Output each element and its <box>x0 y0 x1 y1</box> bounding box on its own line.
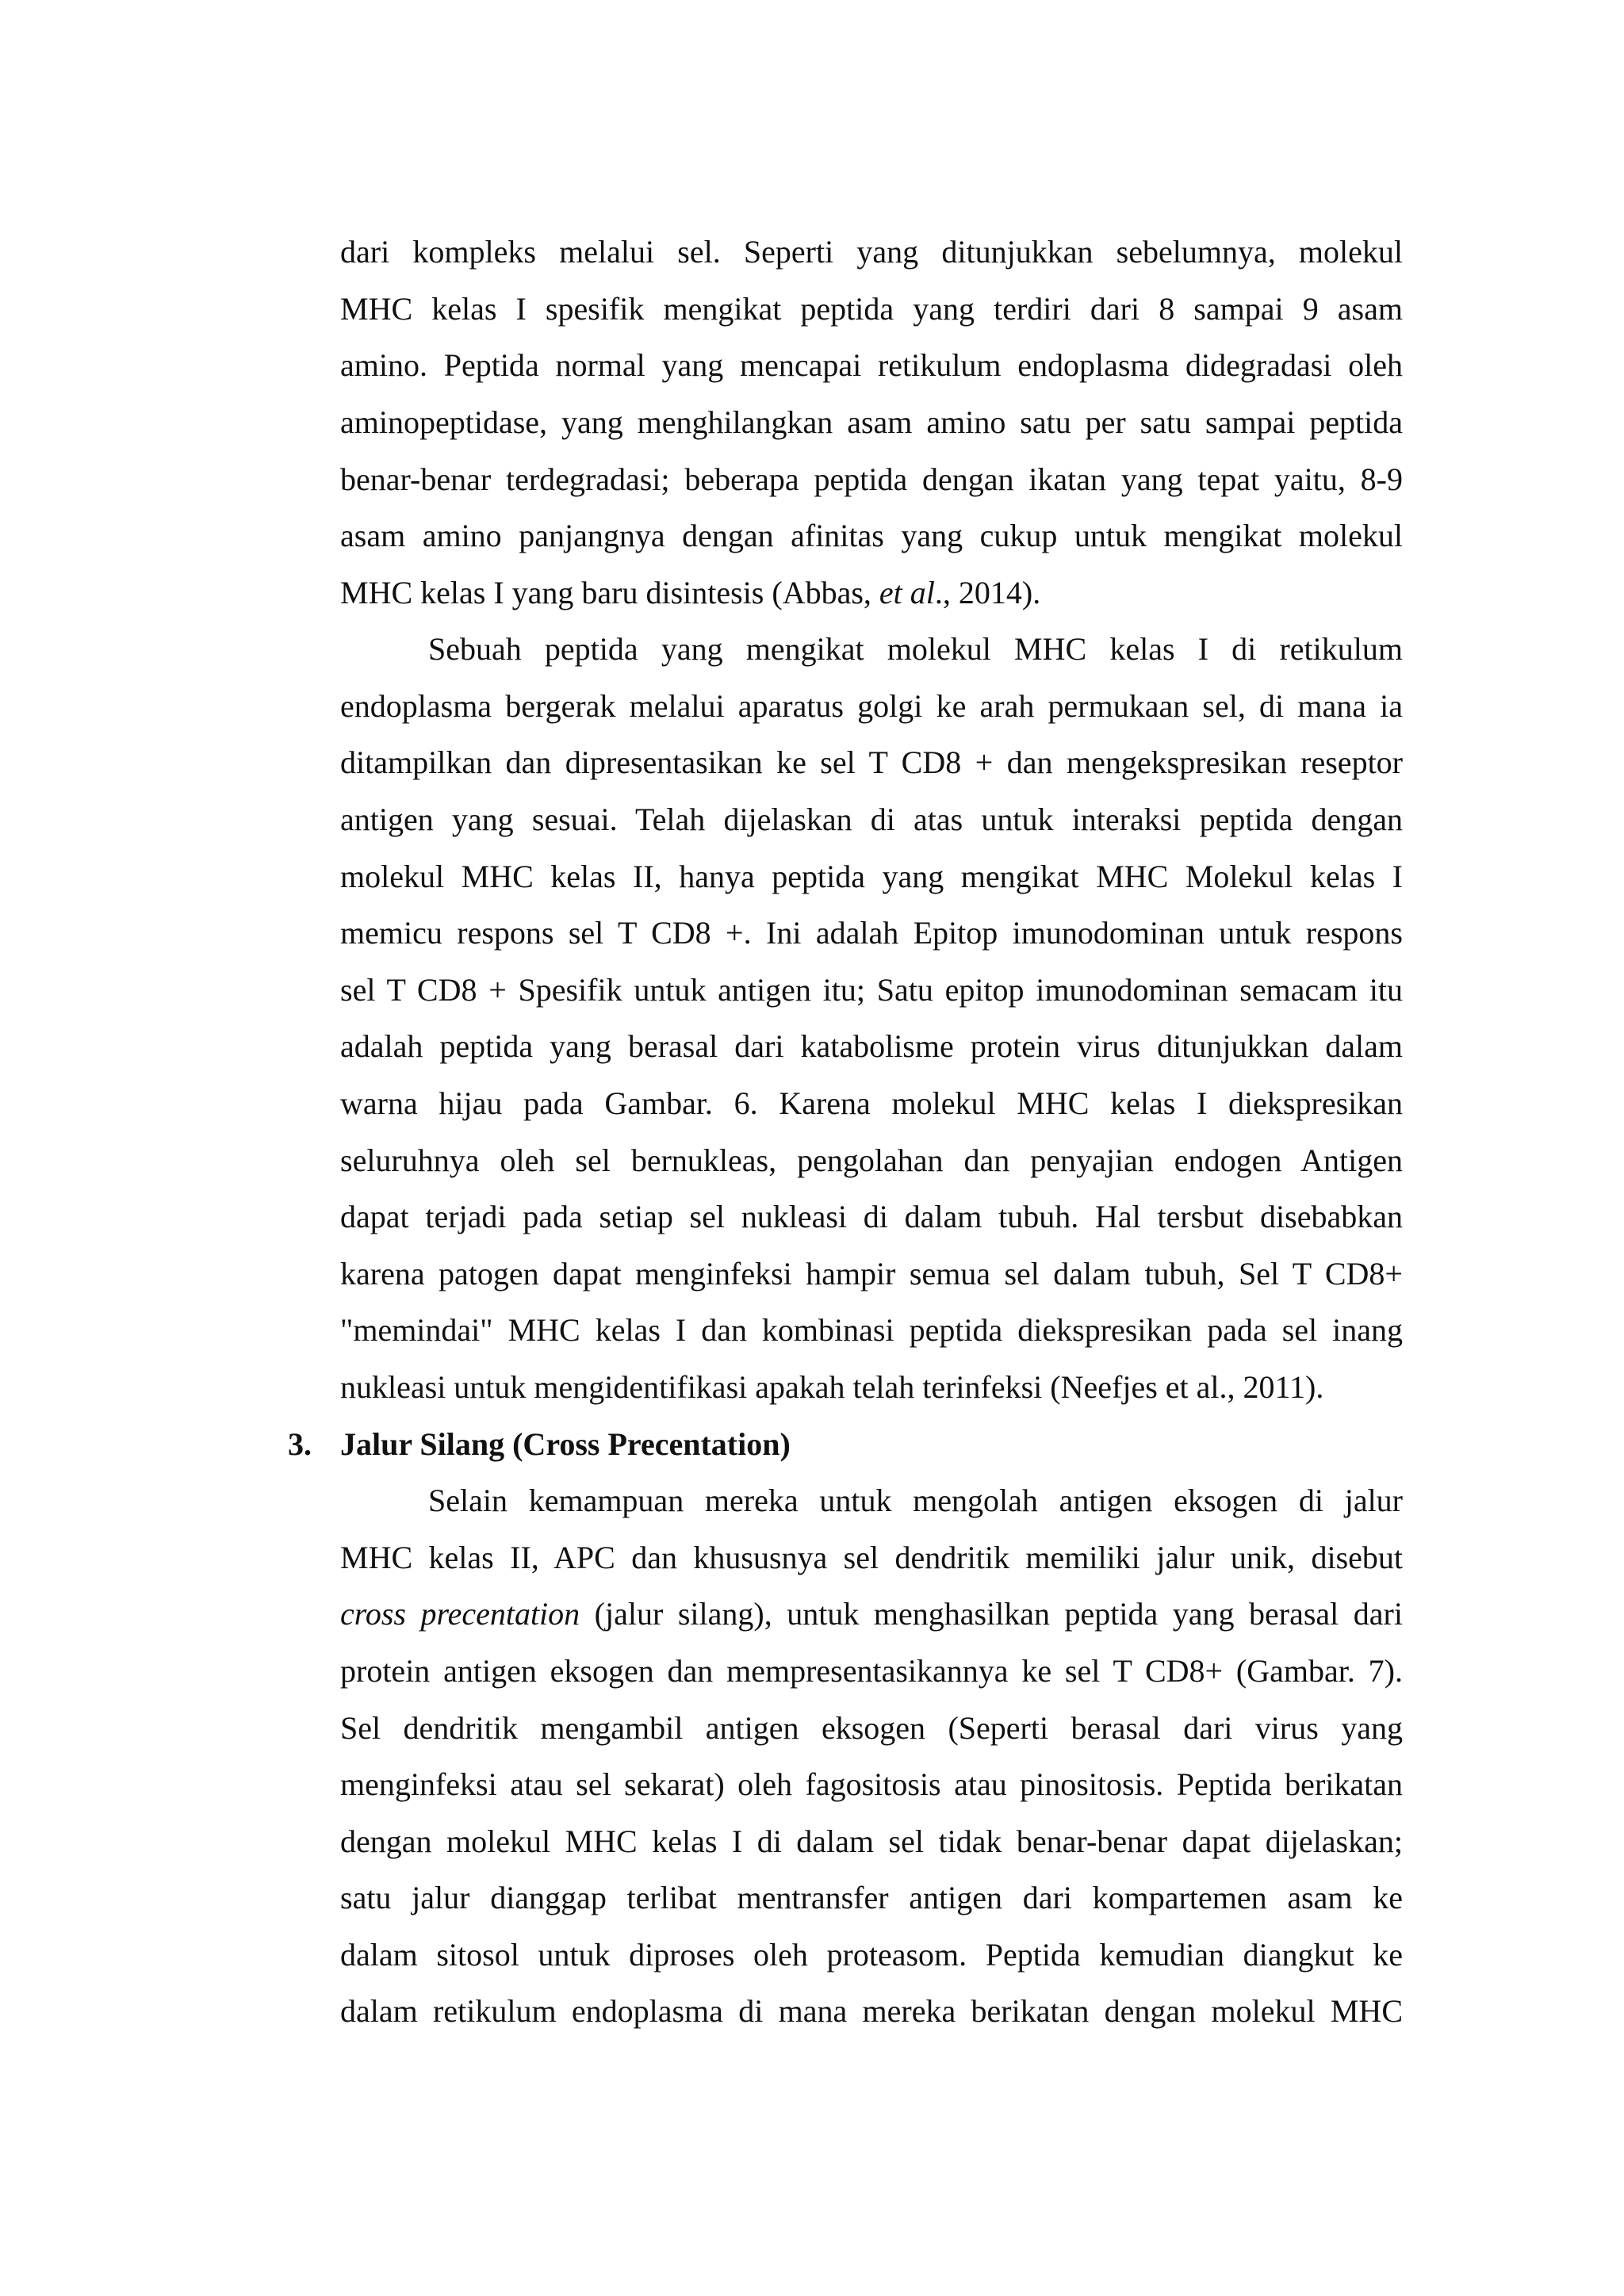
paragraph-3-line: dalam sitosol untuk diproses oleh proteasom. Peptida kemudian diangkut ke <box>340 1937 1403 1973</box>
paragraph-2-line: seluruhnya oleh sel bernukleas, pengolahan dan penyajian endogen Antigen <box>340 1142 1403 1178</box>
paragraph-2-line: warna hijau pada Gambar. 6. Karena molekul MHC kelas I diekspresikan <box>340 1085 1403 1121</box>
section-heading <box>288 1422 791 1467</box>
paragraph-2-line: Sebuah peptida yang mengikat molekul MHC kelas I di retikulum <box>428 631 1403 667</box>
paragraph-1-line: asam amino panjangnya dengan afinitas yang cukup untuk mengikat molekul <box>340 518 1403 553</box>
citation-italic: et al <box>879 575 935 610</box>
paragraph-3-line: dengan molekul MHC kelas I di dalam sel tidak benar-benar dapat dijelaskan; <box>340 1823 1403 1859</box>
paragraph-2-line: nukleasi untuk mengidentifikasi apakah telah terinfeksi (Neefjes et al., 2011). <box>340 1369 1324 1405</box>
paragraph-1-line: amino. Peptida normal yang mencapai retikulum endoplasma didegradasi oleh <box>340 347 1403 383</box>
term-rest: (jalur silang), untuk menghasilkan peptida yang berasal dari <box>580 1596 1403 1632</box>
citation-year: ., 2014). <box>934 575 1041 610</box>
paragraph-2-line: antigen yang sesuai. Telah dijelaskan di atas untuk interaksi peptida dengan <box>340 802 1403 837</box>
paragraph-3-line: menginfeksi atau sel sekarat) oleh fagositosis atau pinositosis. Peptida berikatan <box>340 1766 1403 1802</box>
paragraph-2-line: sel T CD8 + Spesifik untuk antigen itu; Satu epitop imunodominan semacam itu <box>340 972 1403 1008</box>
paragraph-2-line: memicu respons sel T CD8 +. Ini adalah Epitop imunodominan untuk respons <box>340 915 1403 951</box>
term-italic: cross precentation <box>340 1596 580 1632</box>
paragraph-2-line: molekul MHC kelas II, hanya peptida yang mengikat MHC Molekul kelas I <box>340 859 1403 894</box>
paragraph-2-line: dapat terjadi pada setiap sel nukleasi di dalam tubuh. Hal tersbut disebabkan <box>340 1199 1403 1234</box>
section-number: 3. <box>288 1426 312 1462</box>
citation-text: MHC kelas I yang baru disintesis (Abbas, <box>340 575 879 610</box>
paragraph-2-line: "memindai" MHC kelas I dan kombinasi peptida diekspresikan pada sel inang <box>340 1312 1403 1348</box>
paragraph-1-last-line <box>340 571 1403 615</box>
paragraph-3-line <box>340 1592 1403 1636</box>
paragraph-3-line: protein antigen eksogen dan mempresentasikannya ke sel T CD8+ (Gambar. 7). <box>340 1653 1403 1689</box>
paragraph-3-line: Selain kemampuan mereka untuk mengolah antigen eksogen di jalur <box>428 1483 1403 1518</box>
paragraph-2-line: karena patogen dapat menginfeksi hampir semua sel dalam tubuh, Sel T CD8+ <box>340 1256 1403 1292</box>
paragraph-3-line: Sel dendritik mengambil antigen eksogen (Seperti berasal dari virus yang <box>340 1710 1403 1746</box>
paragraph-1-line: benar-benar terdegradasi; beberapa peptida dengan ikatan yang tepat yaitu, 8-9 <box>340 461 1403 497</box>
paragraph-1-line: aminopeptidase, yang menghilangkan asam amino satu per satu sampai peptida <box>340 404 1403 440</box>
paragraph-2-line: adalah peptida yang berasal dari katabolisme protein virus ditunjukkan dalam <box>340 1028 1403 1064</box>
paragraph-3-line: dalam retikulum endoplasma di mana mereka berikatan dengan molekul MHC <box>340 1993 1403 2029</box>
paragraph-3-line: satu jalur dianggap terlibat mentransfer antigen dari kompartemen asam ke <box>340 1880 1403 1915</box>
paragraph-2-line: endoplasma bergerak melalui aparatus golgi ke arah permukaan sel, di mana ia <box>340 688 1403 724</box>
paragraph-1-line: dari kompleks melalui sel. Seperti yang ditunjukkan sebelumnya, molekul <box>340 234 1403 270</box>
paragraph-1-line: MHC kelas I spesifik mengikat peptida yang terdiri dari 8 sampai 9 asam <box>340 291 1403 327</box>
paragraph-2-line: ditampilkan dan dipresentasikan ke sel T CD8 + dan mengekspresikan reseptor <box>340 744 1403 780</box>
section-title: Jalur Silang (Cross Precentation) <box>340 1426 791 1462</box>
paragraph-3-line: MHC kelas II, APC dan khususnya sel dendritik memiliki jalur unik, disebut <box>340 1540 1403 1575</box>
